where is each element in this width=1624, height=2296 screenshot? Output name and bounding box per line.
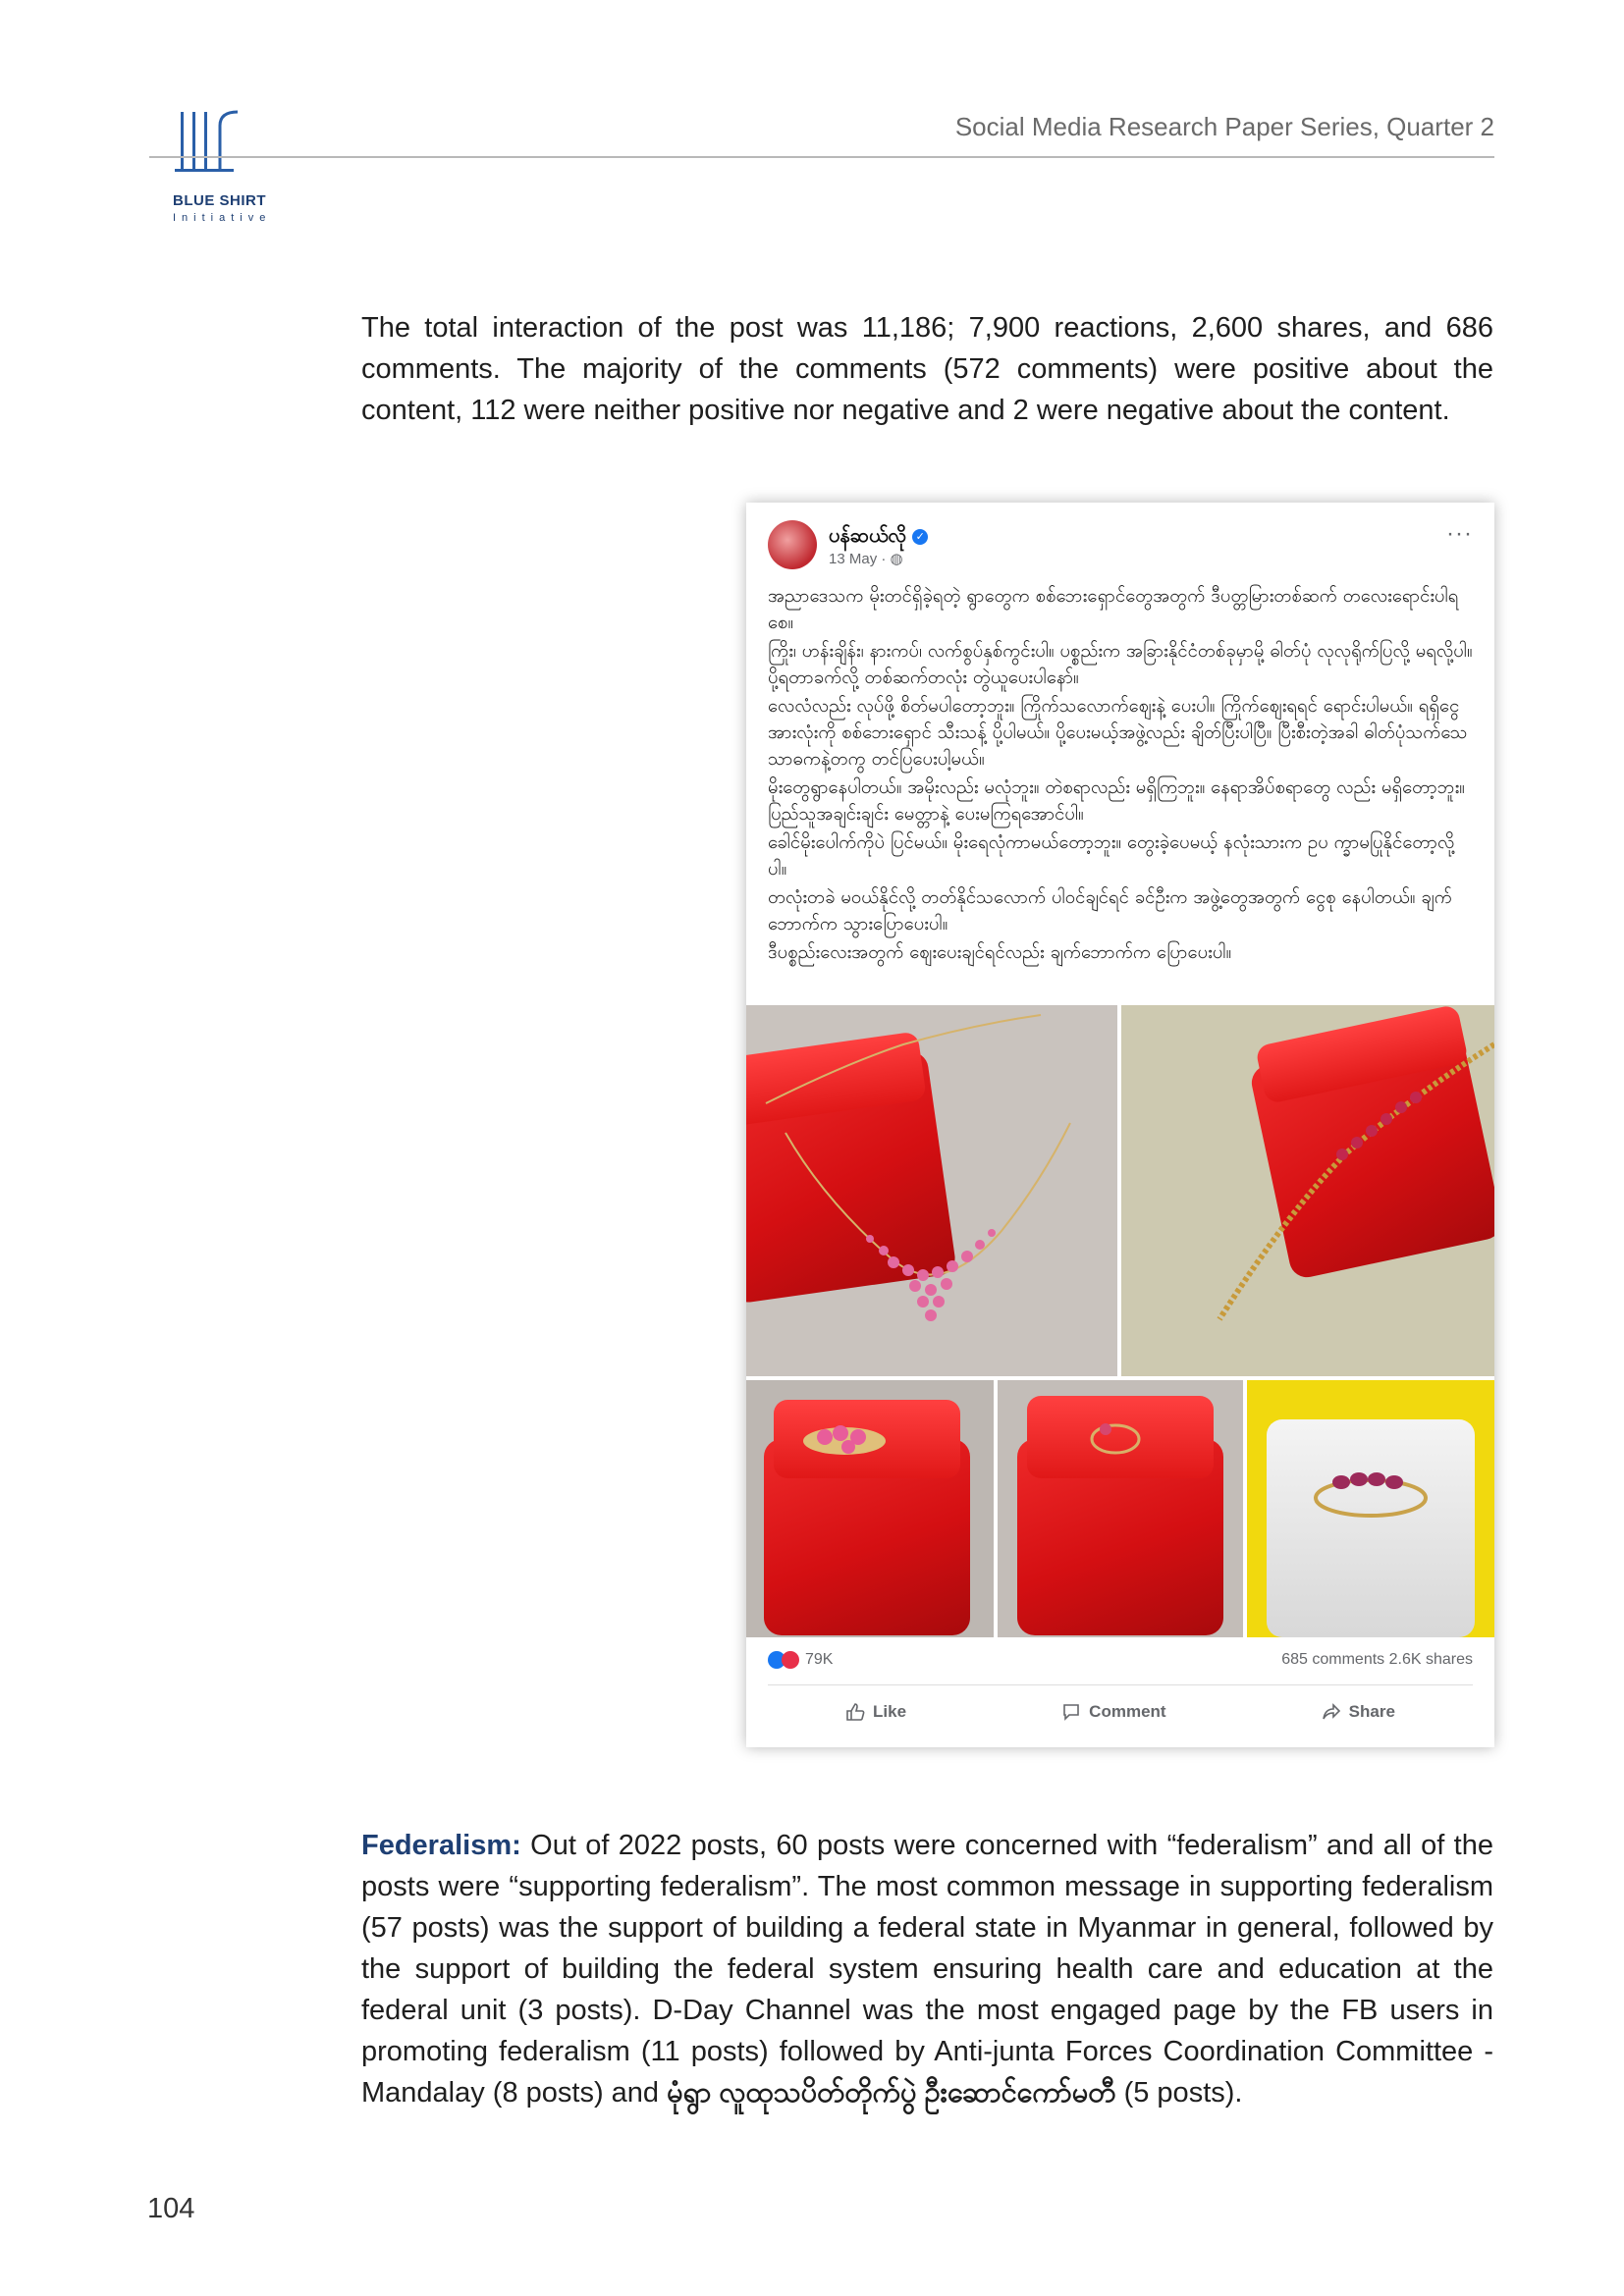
photo-flower-ring xyxy=(746,1380,994,1637)
post-author xyxy=(829,522,928,552)
post-text-line: ကြိုး၊ ဟန်းချိန်း၊ နားကပ်၊ လက်စွပ်နှစ်ကွင်းပါ။ ပစ္စည်းက အခြားနိုင်ငံတစ်ခုမှာမို့ ဓါတ်ပုံ လုလုရိုက်ပြလို့ မရလို့ပါ။ ပို့ရတာခက်လို့ တစ်ဆက်တလုံး တွဲယူပေးပါနော်။ xyxy=(768,641,1473,688)
globe-icon: ◍ xyxy=(890,551,903,567)
post-date xyxy=(829,550,903,567)
photo-bracelet xyxy=(1121,1005,1494,1376)
post-actions xyxy=(768,1690,1473,1734)
post-text xyxy=(768,583,1473,968)
post-stats xyxy=(768,1645,1473,1681)
series-title: Social Media Research Paper Series, Quarter 2 xyxy=(954,112,1494,141)
reaction-count: 79K xyxy=(805,1651,834,1668)
logo-pillars-icon xyxy=(147,106,265,188)
comment-icon xyxy=(1061,1702,1081,1722)
photo-gemstone-ring xyxy=(1247,1380,1494,1637)
page-number: 104 xyxy=(147,2193,195,2224)
myanmar-committee-name: မုံရွာ လူထုသပိတ်တိုက်ပွဲ ဦးဆောင်ကော်မတီ xyxy=(667,2077,1116,2109)
blue-shirt-logo xyxy=(147,106,285,188)
federalism-tail: (5 posts). xyxy=(1115,2077,1243,2109)
share-button[interactable] xyxy=(1322,1702,1395,1722)
federalism-heading: Federalism: xyxy=(361,1830,521,1861)
love-reaction-icon xyxy=(782,1651,799,1669)
post-header xyxy=(768,516,1473,575)
header-rule xyxy=(149,156,1494,158)
photo-small-ring xyxy=(998,1380,1243,1637)
post-text-line: ခေါင်မိုးပေါက်ကိုပဲ ပြင်မယ်။ မိုးရေလုံကာမယ်တော့ဘူး။ တွေးခဲ့ပေမယ့် နလုံးသားက ဥပ က္ခာမပြုနိုင်တော့လို့ပါ။ xyxy=(768,832,1455,880)
post-date-text: 13 May · xyxy=(829,551,891,567)
post-text-line: တလုံးတခဲ မဝယ်နိုင်လို့ တတ်နိုင်သလောက် ပါဝင်ချင်ရင် ခင်ဦးက အဖွဲ့တွေအတွက် ငွေစု နေပါတယ်။ ချက်ဘောက်က သွားပြောပေးပါ။ xyxy=(768,887,1452,934)
share-icon xyxy=(1322,1702,1341,1722)
post-text-line: ဒီပစ္စည်းလေးအတွက် ဈေးပေးချင်ရင်လည်း ချက်ဘောက်က ပြောပေးပါ။ xyxy=(768,942,1232,963)
paragraph-interactions: The total interaction of the post was 11,186; 7,900 reactions, 2,600 shares, and 686 comments. The majority of the comments (572 comments) were positive about the content, 112 were neither positive nor negative and 2 were negative about the content. xyxy=(361,312,1493,426)
verified-badge-icon: ✓ xyxy=(912,529,928,545)
post-photo-grid xyxy=(746,1005,1494,1637)
paragraph-federalism xyxy=(361,1825,1493,2113)
post-author-name: ပန်ဆယ်လို xyxy=(829,525,907,547)
thumbs-up-icon xyxy=(845,1702,865,1722)
post-text-line: အညာဒေသက မိုးတင်ရှိခဲ့ရတဲ့ ရွာတွေက စစ်ဘေးရှောင်တွေအတွက် ဒီပတ္တမြားတစ်ဆက် တလေးရောင်းပါရစေ။ xyxy=(768,586,1459,633)
comment-label: Comment xyxy=(1089,1702,1166,1721)
federalism-body: Out of 2022 posts, 60 posts were concerned with “federalism” and all of the posts were “supporting federalism”. The most common message in supporting federalism (57 posts) was the support of building a federal state in Myanmar in general, followed by the support of building the federal system ensuring health care and education at the federal unit (3 posts). D-Day Channel was the most engaged page by the FB users in promoting federalism (11 posts) followed by Anti-junta Forces Coordination Committee - Mandalay (8 posts) and xyxy=(361,1830,1493,2109)
comment-button[interactable] xyxy=(1061,1702,1165,1722)
avatar xyxy=(768,520,817,569)
facebook-post-screenshot xyxy=(746,503,1494,1747)
logo-name: BLUE SHIRT xyxy=(173,192,266,209)
reaction-summary[interactable] xyxy=(768,1651,833,1669)
post-text-line: မိုးတွေရွာနေပါတယ်။ အမိုးလည်း မလုံဘူး။ တဲစရာလည်း မရှိကြဘူး။ နေရာအိပ်စရာတွေ လည်း မရှိတော့ဘူး။ ပြည်သူအချင်းချင်း မေတ္တာနဲ့ ပေးမကြရအောင်ပါ။ xyxy=(768,777,1465,825)
comments-shares-count[interactable]: 685 comments 2.6K shares xyxy=(1281,1651,1473,1668)
post-divider xyxy=(768,1684,1473,1685)
share-label: Share xyxy=(1348,1702,1395,1721)
like-label: Like xyxy=(873,1702,907,1721)
post-text-line: လေလံလည်း လုပ်ဖို့ စိတ်မပါတော့ဘူး။ ကြိုက်သလောက်ဈေးနဲ့ ပေးပါ။ ကြိုက်ဈေးရရင် ရောင်းပါမယ်။ ရရှိငွေအားလုံးကို စစ်ဘေးရှောင် သီးသန့် ပို့ပါမယ်။ ပို့ပေးမယ့်အဖွဲ့လည်း ချိတ်ပြီးပါပြီ။ ပြီးစီးတဲ့အခါ ဓါတ်ပုံသက်သေသာဓကနဲ့တကွ တင်ပြပေးပါ့မယ်။ xyxy=(768,696,1468,770)
logo-subtitle: Initiative xyxy=(173,212,272,224)
like-button[interactable] xyxy=(845,1702,906,1722)
photo-necklace xyxy=(746,1005,1117,1376)
more-options-icon: ··· xyxy=(1446,520,1473,547)
